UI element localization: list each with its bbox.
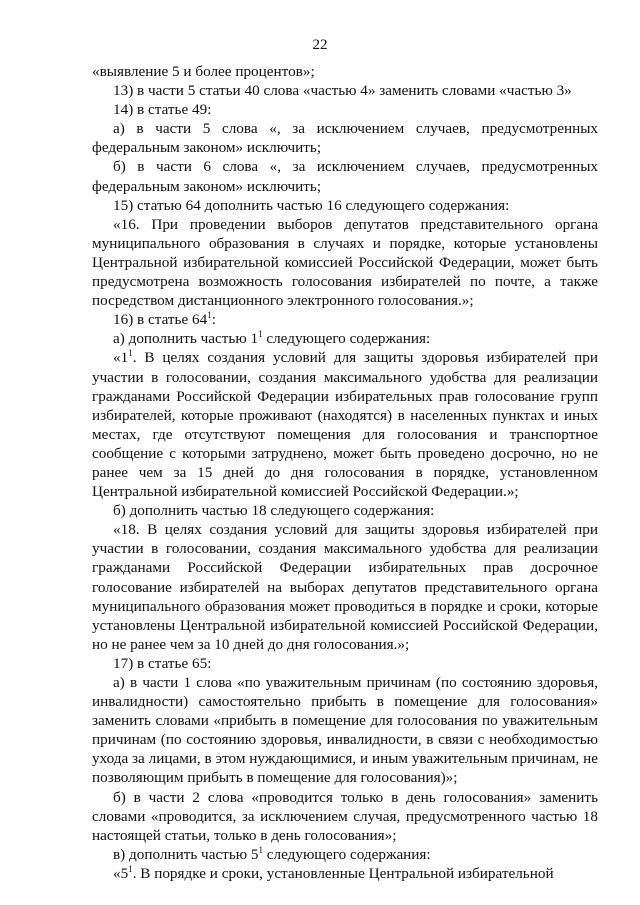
page-number: 22 — [312, 37, 328, 53]
paragraph-text: в) дополнить частью 5 — [113, 845, 259, 863]
paragraph-text: б) дополнить частью 18 следующего содержания: — [113, 502, 435, 520]
superscript-index: 1 — [258, 844, 263, 855]
paragraph-text: «выявление 5 и более процентов»; — [92, 63, 315, 80]
paragraph — [92, 864, 598, 883]
paragraph — [92, 673, 598, 788]
paragraph-text-continued: . В целях создания условий для защиты здоровья избирателей при участии в голосовании, создания максимального удобства для реализации гражданами Российской Федерации избирательных прав голосование групп избирателей, которые проживают (находятся) в населенных пунктах и иных местах, где отсутствуют помещения для голосования и транспортное сообщение с которыми затруднено, может быть проведено досрочно, но не ранее чем за 15 дней до дня голосования в порядке, установленном Центральной избирательной комиссией Российской Федерации.»; — [92, 349, 598, 501]
paragraph — [92, 100, 598, 119]
paragraph-text: «1 — [113, 349, 129, 367]
paragraph — [92, 845, 598, 864]
paragraph — [92, 654, 598, 673]
paragraph-text: б) в части 6 слова «, за исключением случаев, предусмотренных федеральным законом» исключить; — [92, 158, 598, 195]
paragraph-text: «5 — [113, 864, 129, 882]
paragraph — [92, 157, 598, 195]
paragraph — [92, 520, 598, 654]
paragraph — [92, 310, 598, 329]
paragraph-text-continued: : — [211, 311, 216, 329]
paragraph-text-continued: следующего содержания: — [262, 330, 431, 348]
superscript-index: 1 — [128, 863, 133, 874]
paragraph — [92, 329, 598, 348]
paragraph — [92, 62, 598, 81]
paragraph-text: 16) в статье 64 — [113, 311, 208, 329]
paragraph-text: 14) в статье 49: — [113, 101, 212, 119]
paragraph-text: «16. При проведении выборов депутатов представительного органа муниципального образования в случаях и порядке, которые установлены Центральной избирательной комиссией Российской Федерации, может быть предусмотрена возможность голосования избирателей по почте, а также посредством дистанционного электронного голосования.»; — [92, 215, 598, 310]
paragraph — [92, 81, 598, 100]
paragraph — [92, 215, 598, 310]
superscript-index: 1 — [128, 348, 133, 359]
paragraph-text: 15) статью 64 дополнить частью 16 следующего содержания: — [113, 196, 510, 214]
paragraph — [92, 196, 598, 215]
paragraph — [92, 501, 598, 520]
superscript-index: 1 — [258, 329, 263, 340]
paragraph — [92, 119, 598, 157]
paragraph-text: а) в части 5 слова «, за исключением случаев, предусмотренных федеральным законом» исключить; — [92, 120, 598, 157]
superscript-index: 1 — [207, 310, 212, 321]
paragraph-text-continued: следующего содержания: — [262, 845, 431, 863]
paragraph — [92, 348, 598, 501]
paragraph-text: 13) в части 5 статьи 40 слова «частью 4» заменить словами «частью 3» — [113, 82, 572, 100]
paragraph — [92, 788, 598, 845]
paragraph-text: б) в части 2 слова «проводится только в день голосования» заменить словами «проводится, за исключением случая, предусмотренного частью 18 настоящей статьи, только в день голосования»; — [92, 788, 598, 844]
document-body — [92, 62, 598, 883]
paragraph-text: «18. В целях создания условий для защиты здоровья избирателей при участии в голосовании, создания максимального удобства для реализации гражданами Российской Федерации избирательных прав досрочное голосование избирателей на выборах депутатов представительного органа муниципального образования может проводиться в порядке и сроки, которые установлены Центральной избирательной комиссией Российской Федерации, но не ранее чем за 10 дней до дня голосования.»; — [92, 521, 598, 653]
paragraph-text: 17) в статье 65: — [113, 654, 212, 672]
paragraph-text-continued: . В порядке и сроки, установленные Центральной избирательной — [132, 864, 554, 882]
paragraph-text: а) в части 1 слова «по уважительным причинам (по состоянию здоровья, инвалидности) самостоятельно прибыть в помещение для голосования» заменить словами «прибыть в помещение для голосования по уважительным причинам (по состоянию здоровья, инвалидности, в связи с необходимостью ухода за лицами, в этом нуждающимися, и иным уважительным причинам, не позволяющим прибыть в помещение для голосования)»; — [92, 674, 598, 787]
paragraph-text: а) дополнить частью 1 — [113, 330, 259, 348]
